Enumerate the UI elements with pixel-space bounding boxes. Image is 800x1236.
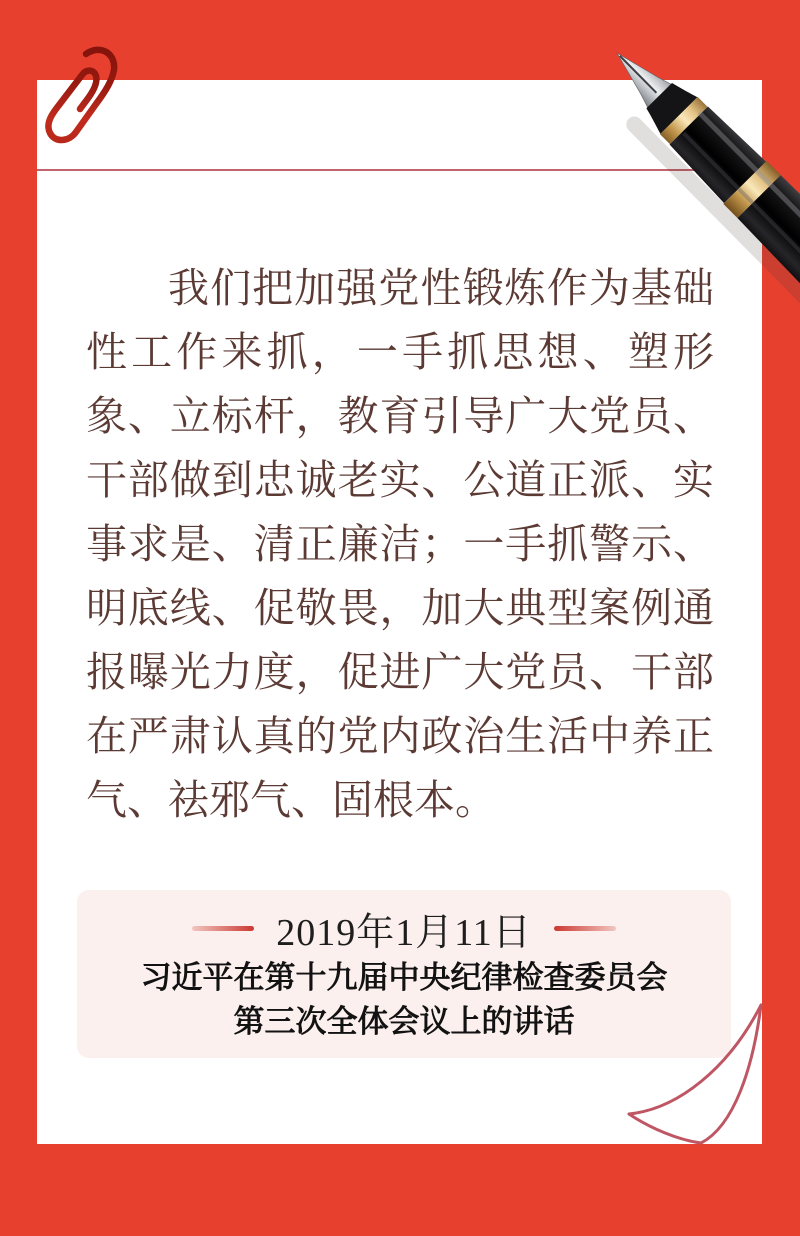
quote-line: 干部做到忠诚老实、公道正派、实 (86, 457, 714, 503)
left-dash-icon (192, 926, 254, 931)
right-dash-icon (554, 926, 616, 931)
quote-line: 事求是、清正廉洁；一手抓警示、 (86, 521, 714, 567)
quote-line: 性工作来抓，一手抓思想、塑形 (86, 329, 714, 375)
quote-line: 象、立标杆，教育引导广大党员、 (86, 393, 714, 439)
date-row (192, 904, 616, 952)
speech-source-line1: 习近平在第十九届中央纪律检查委员会 (140, 960, 668, 995)
quote-line: 在严肃认真的党内政治生活中养正 (86, 713, 714, 759)
header-divider-line (37, 169, 762, 171)
quote-line: 报曝光力度，促进广大党员、干部 (86, 649, 714, 695)
speech-source-line2: 第三次全体会议上的讲话 (233, 1004, 575, 1039)
speech-date: 2019年1月11日 (276, 911, 532, 954)
quote-line: 气、祛邪气、固根本。 (86, 777, 496, 823)
citation-panel (77, 890, 731, 1058)
quote-paragraph (86, 256, 714, 832)
quote-line: 明底线、促敬畏，加大典型案例通 (86, 585, 714, 631)
quote-line: 我们把加强党性锻炼作为基础 (168, 265, 714, 311)
